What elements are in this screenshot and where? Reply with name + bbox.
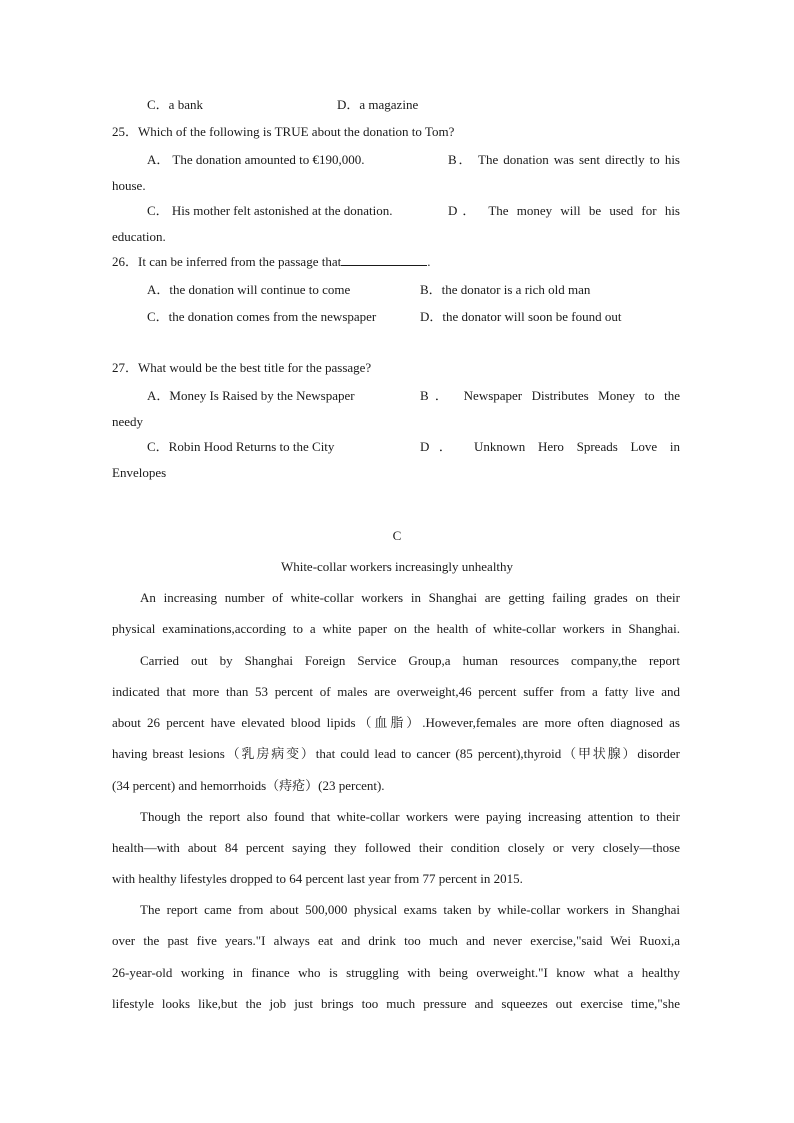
q25-option-b-cont: house.	[112, 178, 146, 193]
q26-option-c: C．the donation comes from the newspaper	[147, 309, 377, 324]
article-line: 26-year-old working in finance who is struggling with being overweight."I know what a healthy	[112, 965, 680, 980]
q27-stem: 27．What would be the best title for the passage?	[112, 360, 372, 375]
q24-option-d: D．a magazine	[337, 97, 419, 112]
q26-stem-text: 26．It can be inferred from the passage that	[112, 254, 342, 269]
q25-stem: 25．Which of the following is TRUE about the donation to Tom?	[112, 124, 455, 139]
article-line: having breast lesions（乳房病变）that could lead to cancer (85 percent),thyroid（甲状腺）disorder	[112, 746, 680, 761]
q25-option-b: B． The donation was sent directly to his	[448, 152, 680, 167]
article-line: lifestyle looks like,but the job just brings too much pressure and squeezes out exercise time,"she	[112, 996, 680, 1011]
q27-option-b: B． Newspaper Distributes Money to the	[420, 388, 680, 403]
q26-option-d: D．the donator will soon be found out	[420, 309, 622, 324]
q27-option-b-cont: needy	[112, 414, 144, 429]
article-line: Though the report also found that white-collar workers were paying increasing attention to their	[140, 809, 680, 824]
q26-stem-end: .	[427, 254, 431, 269]
article-line: health—with about 84 percent saying they followed their condition closely or very closely—those	[112, 840, 680, 855]
q26-option-a: A．the donation will continue to come	[147, 282, 351, 297]
article-line: (34 percent) and hemorrhoids（痔疮）(23 percent).	[112, 778, 385, 793]
q24-option-c: C．a bank	[147, 97, 203, 112]
article-line: with healthy lifestyles dropped to 64 percent last year from 77 percent in 2015.	[112, 871, 523, 886]
article-line: indicated that more than 53 percent of males are overweight,46 percent suffer from a fatty live and	[112, 684, 680, 699]
article-line: about 26 percent have elevated blood lipids（血脂）.However,females are more often diagnosed as	[112, 715, 680, 730]
q27-option-d-cont: Envelopes	[112, 465, 167, 480]
q27-option-a: A．Money Is Raised by the Newspaper	[147, 388, 355, 403]
article-line: Carried out by Shanghai Foreign Service Group,a human resources company,the report	[140, 653, 680, 668]
q25-option-d: D． The money will be used for his	[448, 203, 680, 218]
q26-stem	[112, 254, 430, 270]
article-line: over the past five years."I always eat and drink too much and never exercise,"said Wei Ruoxi,a	[112, 933, 680, 948]
q25-option-c: C． His mother felt astonished at the donation.	[147, 203, 393, 218]
article-title: White-collar workers increasingly unhealthy	[280, 559, 514, 574]
q27-option-d: D． Unknown Hero Spreads Love in	[420, 439, 680, 454]
answer-blank	[341, 254, 427, 266]
article-line: An increasing number of white-collar workers in Shanghai are getting failing grades on their	[140, 590, 680, 605]
section-letter: C	[392, 528, 402, 543]
q25-option-d-cont: education.	[112, 229, 166, 244]
q25-option-a: A． The donation amounted to €190,000.	[147, 152, 365, 167]
q26-option-b: B．the donator is a rich old man	[420, 282, 591, 297]
article-line: The report came from about 500,000 physical exams taken by while-collar workers in Shanghai	[140, 902, 680, 917]
article-line: physical examinations,according to a white paper on the health of white-collar workers in Shanghai.	[112, 621, 680, 636]
q27-option-c: C．Robin Hood Returns to the City	[147, 439, 335, 454]
